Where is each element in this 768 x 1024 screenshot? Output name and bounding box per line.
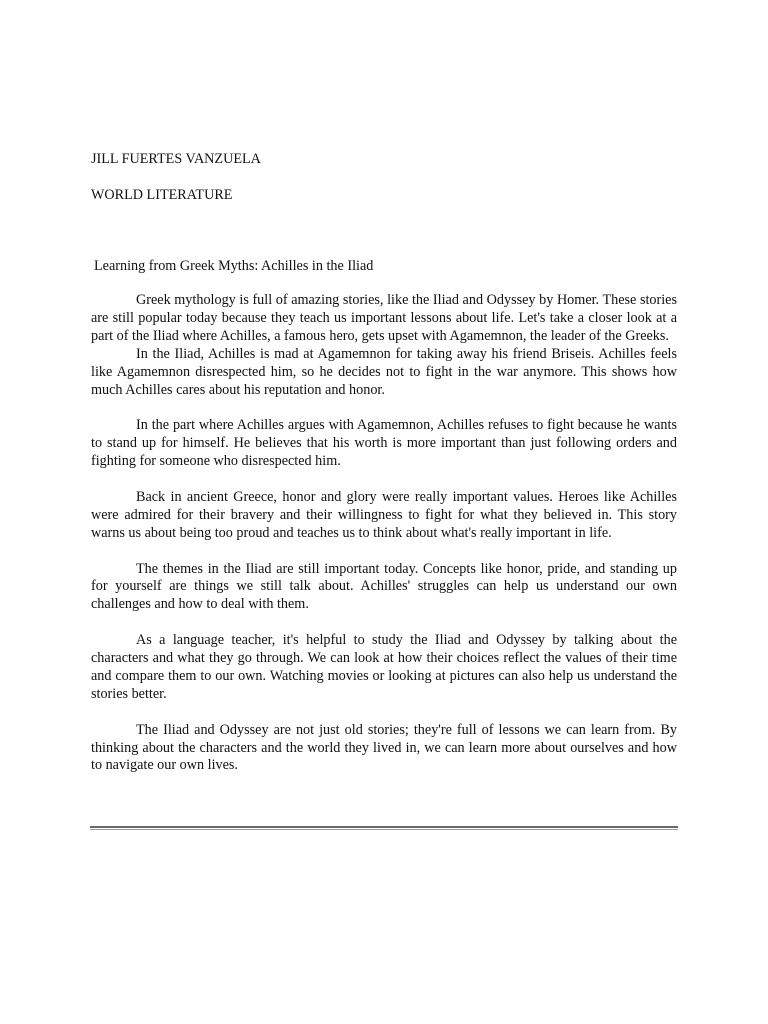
paragraph-4: Back in ancient Greece, honor and glory were really important values. Heroes like Achilles were admired for their bravery and their willingness to fight for what they believed in. This story warns us about being too proud and teaches us to think about what's really important in life. [91, 488, 677, 541]
footer-divider [90, 826, 678, 830]
paragraph-5: The themes in the Iliad are still important today. Concepts like honor, pride, and standing up for yourself are things we still talk about. Achilles' struggles can help us understand our own challenges and how to deal with them. [91, 560, 677, 613]
course-name: WORLD LITERATURE [91, 187, 233, 203]
paragraph-2: In the Iliad, Achilles is mad at Agamemnon for taking away his friend Briseis. Achilles feels like Agamemnon disrespected him, so he decides not to fight in the war anymore. This shows how much Achilles cares about his reputation and honor. [91, 345, 677, 398]
essay-title: Learning from Greek Myths: Achilles in the Iliad [94, 258, 374, 274]
author-name: JILL FUERTES VANZUELA [91, 151, 261, 167]
paragraph-3: In the part where Achilles argues with Agamemnon, Achilles refuses to fight because he wants to stand up for himself. He believes that his worth is more important than just following orders and fighting for someone who disrespected him. [91, 417, 677, 470]
paragraph-7: The Iliad and Odyssey are not just old stories; they're full of lessons we can learn from. By thinking about the characters and the world they lived in, we can learn more about ourselves and how to navigate our own lives. [91, 721, 677, 774]
paragraph-6: As a language teacher, it's helpful to study the Iliad and Odyssey by talking about the characters and what they go through. We can look at how their choices reflect the values of their time and compare them to our own. Watching movies or looking at pictures can also help us understand the stories better. [91, 632, 677, 702]
paragraph-1: Greek mythology is full of amazing stories, like the Iliad and Odyssey by Homer. These stories are still popular today because they teach us important lessons about life. Let's take a closer look at a part of the Iliad where Achilles, a famous hero, gets upset with Agamemnon, the leader of the Greeks. [91, 292, 677, 344]
essay-body [91, 292, 677, 775]
